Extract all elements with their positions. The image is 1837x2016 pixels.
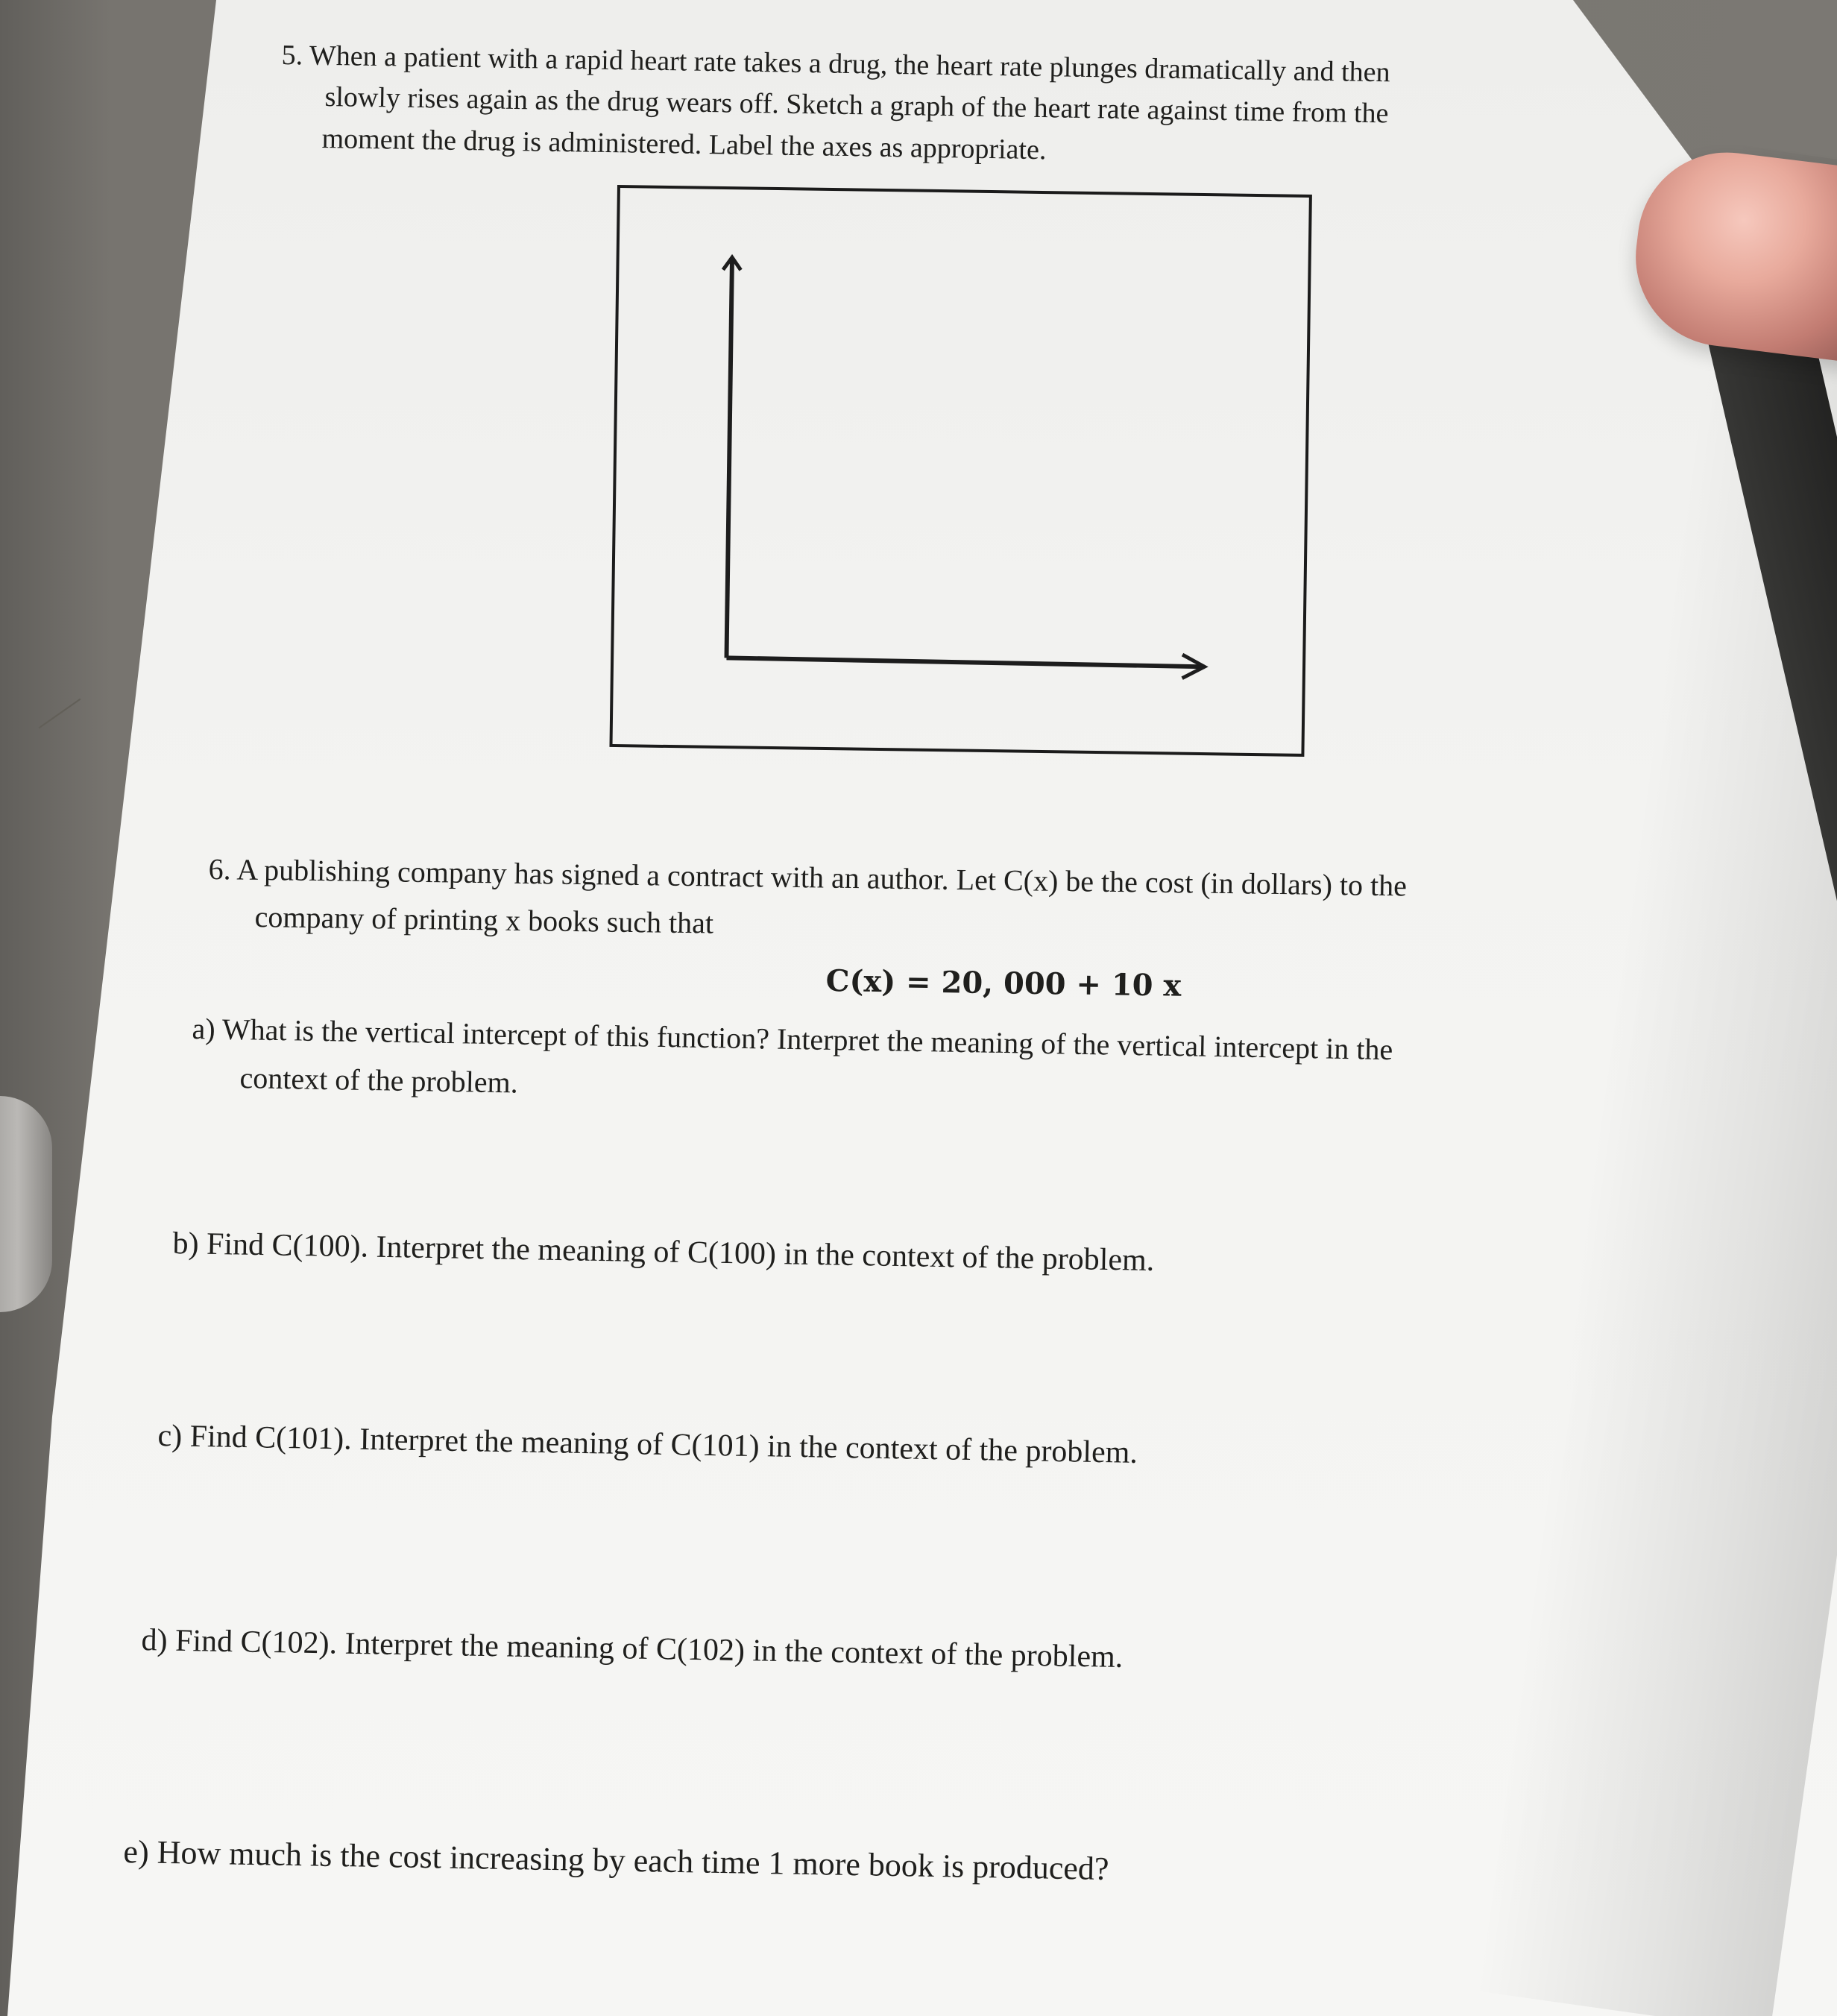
question-6e: e) How much is the cost increasing by each time 1 more book is produced?	[123, 1833, 1109, 1888]
background-object	[0, 1096, 52, 1312]
question-6-line-1: 6. A publishing company has signed a contract with an author. Let C(x) be the cost (in dollars) to the	[208, 851, 1408, 903]
sketch-graph-box	[609, 185, 1311, 757]
question-6b: b) Find C(100). Interpret the meaning of C(100) in the context of the problem.	[172, 1226, 1155, 1278]
pen-mark	[39, 699, 81, 729]
question-6a-line-1: a) What is the vertical intercept of this function? Interpret the meaning of the vertical intercept in the	[192, 1011, 1393, 1067]
question-5-line-2: slowly rises again as the drug wears off. Sketch a graph of the heart rate against time from the	[324, 81, 1389, 130]
question-6d: d) Find C(102). Interpret the meaning of C(102) in the context of the problem.	[141, 1622, 1124, 1675]
question-6a-line-2: context of the problem.	[239, 1060, 519, 1100]
question-5-line-3: moment the drug is administered. Label the axes as appropriate.	[321, 122, 1047, 166]
vertical-axis	[726, 259, 731, 658]
cost-function-formula: C(x) = 20, 000 + 10 x	[825, 963, 1182, 1004]
question-6-line-2: company of printing x books such that	[254, 899, 714, 940]
question-6c: c) Find C(101). Interpret the meaning of C(101) in the context of the problem.	[157, 1418, 1138, 1470]
horizontal-axis	[726, 658, 1204, 667]
question-5-line-1: 5. When a patient with a rapid heart rate takes a drug, the heart rate plunges dramatically and then	[281, 39, 1390, 89]
graph-axes	[613, 188, 1309, 754]
